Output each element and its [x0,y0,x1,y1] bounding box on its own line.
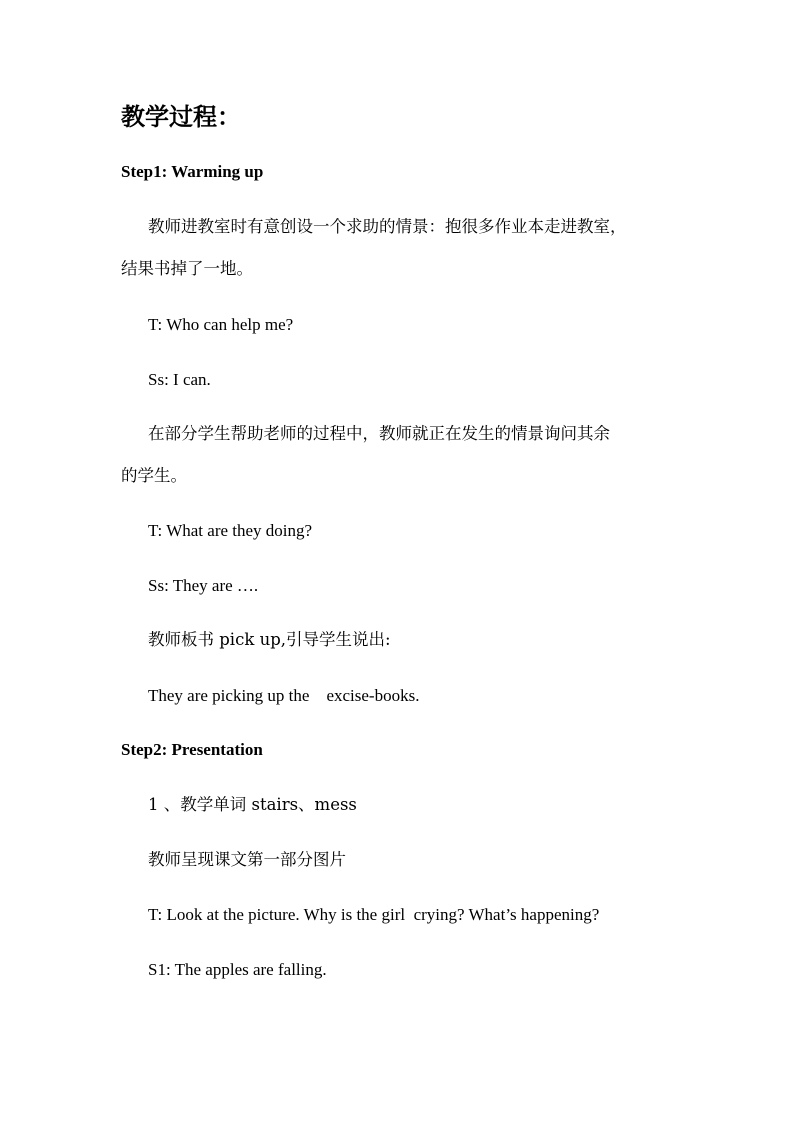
step1-example-sentence: They are picking up the excise-books. [148,686,420,705]
step1-board-note: 教师板书 pick up,引导学生说出: [148,630,391,649]
step2-dialogue-student: S1: The apples are falling. [148,960,327,979]
step1-dialogue-students-answer: Ss: They are …. [148,576,259,595]
step2-item1-description: 教师呈现课文第一部分图片 [148,850,346,869]
step2-dialogue-teacher: T: Look at the picture. Why is the girl crying? What’s happening? [148,905,600,924]
step1-dialogue-teacher-question: T: What are they doing? [148,521,313,540]
step1-dialogue-teacher: T: Who can help me? [148,315,294,334]
step1-paragraph1-line2: 结果书掉了一地。 [121,259,253,278]
section-heading: 教学过程： [121,102,241,131]
step1-title: Step1: Warming up [121,162,264,181]
step1-paragraph1-line1: 教师进教室时有意创设一个求助的情景：抱很多作业本走进教室， [148,217,627,236]
step2-item1: 1 、教学单词 stairs、mess [148,795,357,814]
step1-paragraph2-line2: 的学生。 [121,466,187,485]
step2-title: Step2: Presentation [121,740,263,759]
step1-dialogue-students: Ss: I can. [148,370,211,389]
step1-paragraph2-line1: 在部分学生帮助老师的过程中，教师就正在发生的情景询问其余 [148,424,610,443]
